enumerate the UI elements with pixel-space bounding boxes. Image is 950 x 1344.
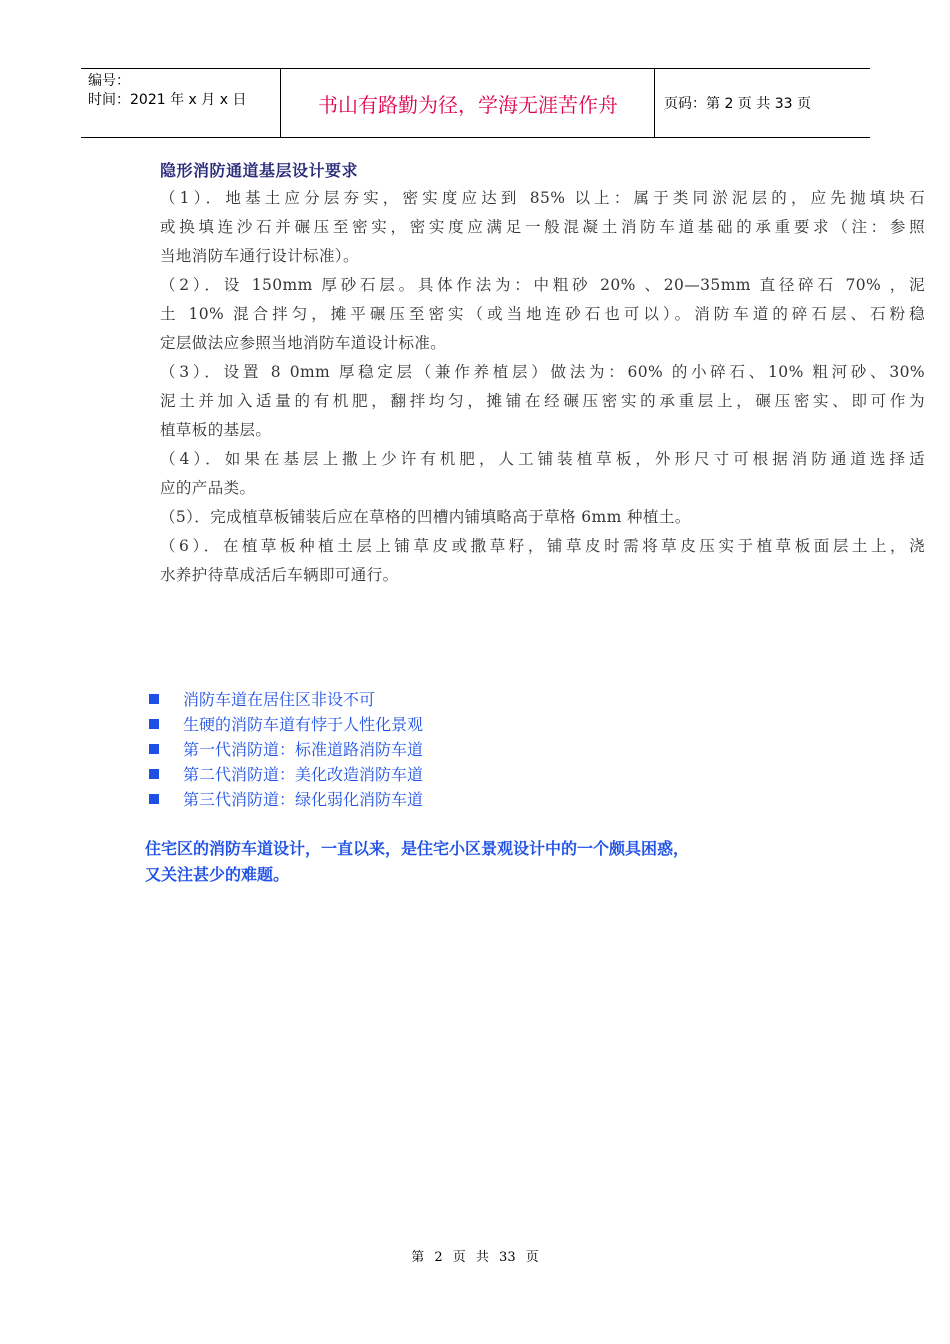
square-bullet-icon — [149, 744, 159, 754]
list-item — [145, 787, 423, 812]
scan-line: （2）．设 150mm 厚砂石层。具体作法为：中粗砂 20% 、20—35mm 直径碎石 70% ，泥 — [160, 276, 925, 294]
motto: 书山有路勤为径，学海无涯苦作舟 — [282, 69, 655, 137]
list-item — [145, 687, 423, 712]
paragraph-line: 住宅区的消防车道设计，一直以来，是住宅小区景观设计中的一个颇具困惑， — [145, 839, 690, 858]
scan-line: 泥土并加入适量的有机肥，翻拌均匀，摊铺在经碾压密实的承重层上，碾压密实、即可作为 — [160, 392, 925, 410]
page-label: 页码：第 2 页 共 33 页 — [664, 96, 811, 112]
bullet-list — [145, 687, 423, 812]
scan-line: 定层做法应参照当地消防车道设计标准。 — [160, 334, 447, 352]
number-label: 编号： — [88, 73, 130, 89]
scan-line: （6）．在植草板种植土层上铺草皮或撒草籽，铺草皮时需将草皮压实于植草板面层土上，浇 — [160, 537, 925, 555]
list-item-text: 第二代消防道：美化改造消防车道 — [183, 765, 424, 784]
scan-line: 或换填连沙石并碾压至密实，密实度应满足一般混凝土消防车道基础的承重要求（注：参照 — [160, 218, 925, 236]
scan-line: （4）．如果在基层上撒上少许有机肥，人工铺装植草板，外形尺寸可根据消防通道选择适 — [160, 450, 925, 468]
scan-title: 隐形消防通道基层设计要求 — [160, 161, 359, 180]
list-item — [145, 737, 423, 762]
list-item — [145, 712, 423, 737]
list-item-text: 消防车道在居住区非设不可 — [183, 690, 376, 709]
scanned-text-block — [150, 152, 925, 602]
scan-line: 当地消防车通行设计标准）。 — [160, 247, 359, 265]
list-item — [145, 762, 423, 787]
square-bullet-icon — [149, 769, 159, 779]
list-item-text: 第三代消防道：绿化弱化消防车道 — [183, 790, 424, 809]
square-bullet-icon — [149, 694, 159, 704]
header-meta-cell — [81, 69, 281, 137]
scan-line: （1）．地基土应分层夯实，密实度应达到 85% 以上：属于类同淤泥层的，应先抛填块石 — [160, 189, 925, 207]
summary-paragraph — [145, 836, 845, 888]
scan-line: （3）．设置 8 0mm 厚稳定层（兼作养植层）做法为：60% 的小碎石、10% 粗河砂、30% — [160, 363, 925, 381]
page-footer: 第 2 页 共 33 页 — [411, 1250, 539, 1265]
scan-line: 土 10% 混合拌匀，摊平碾压至密实（或当地连砂石也可以）。消防车道的碎石层、石粉稳 — [160, 305, 925, 323]
square-bullet-icon — [149, 794, 159, 804]
scan-line: 应的产品类。 — [160, 479, 256, 497]
date-label: 时间：2021 年 x 月 x 日 — [88, 92, 247, 108]
scan-line: 水养护待草成活后车辆即可通行。 — [160, 566, 399, 584]
square-bullet-icon — [149, 719, 159, 729]
header-table — [81, 68, 870, 138]
list-item-text: 第一代消防道：标准道路消防车道 — [183, 740, 424, 759]
scan-line: 植草板的基层。 — [160, 421, 272, 439]
paragraph-line: 又关注甚少的难题。 — [145, 865, 290, 884]
scan-line: （5）．完成植草板铺装后应在草格的凹槽内铺填略高于草格 6mm 种植土。 — [160, 508, 691, 526]
list-item-text: 生硬的消防车道有悖于人性化景观 — [183, 715, 424, 734]
